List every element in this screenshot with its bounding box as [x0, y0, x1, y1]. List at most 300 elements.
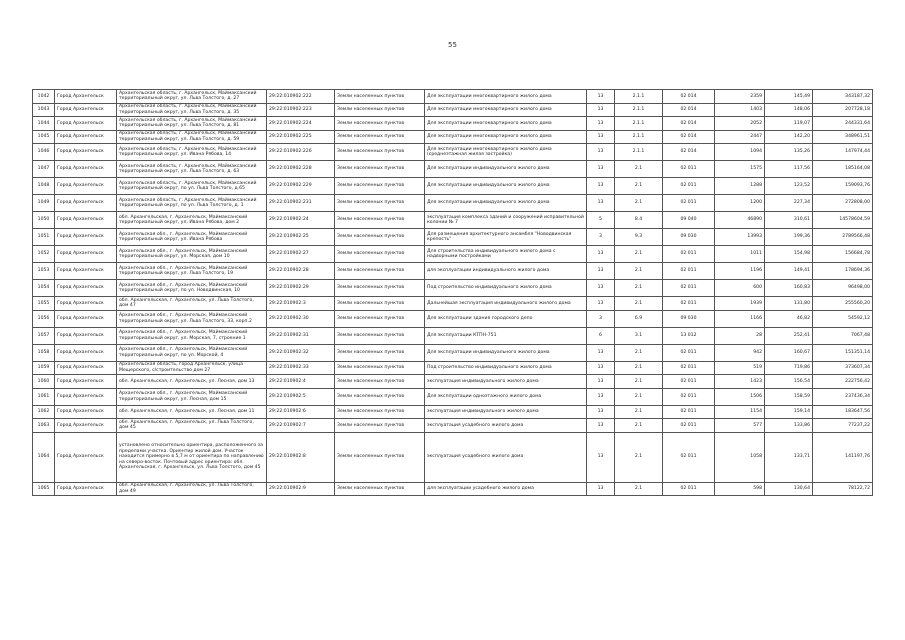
permitted-use-cell: эксплуатация усадебного жилого дома: [425, 432, 587, 482]
land-category-cell: Земли населенных пунктов: [335, 178, 425, 195]
row-number-cell: 1050: [33, 212, 55, 229]
use-code-cell: 2.1: [615, 432, 663, 482]
land-category-cell: Земли населенных пунктов: [335, 229, 425, 246]
classifier-code-cell: 02 011: [663, 482, 715, 496]
land-category-cell: Земли населенных пунктов: [335, 212, 425, 229]
cadastral-value-cell: 343187,32: [813, 90, 873, 104]
address-cell: Архангельская область, г. Архангельск, Маймаксанский территориальный округ, ул. Льва Толстого, д. 27: [117, 90, 267, 104]
row-number-cell: 1059: [33, 361, 55, 375]
area-cell: 598: [715, 482, 765, 496]
permitted-use-cell: Для эксплуатации одноэтажного жилого дома: [425, 388, 587, 405]
row-number-cell: 1047: [33, 161, 55, 178]
cadastral-value-cell: 272808,00: [813, 195, 873, 212]
permitted-use-cell: Для эксплуатации индивидуального жилого дома: [425, 178, 587, 195]
use-code-cell: 2.1: [615, 375, 663, 389]
cadastral-number-cell: 29:22:010902:27: [267, 246, 335, 263]
table-row: [33, 195, 873, 212]
classifier-code-cell: 02 011: [663, 432, 715, 482]
address-cell: Архангельская область, г. Архангельск, Маймаксанский территориальный округ, ул. Льва Толстого, д. 35: [117, 103, 267, 117]
land-category-cell: Земли населенных пунктов: [335, 297, 425, 311]
city-cell: Город Архангельск: [55, 432, 117, 482]
address-cell: Архангельская область, г. Архангельск, Маймаксанский территориальный округ, ул. Ивана Рябова, 14: [117, 144, 267, 161]
area-cell: 2359: [715, 90, 765, 104]
table-row: [33, 229, 873, 246]
area-cell: 1011: [715, 246, 765, 263]
table-row: [33, 117, 873, 131]
row-number-cell: 1062: [33, 405, 55, 419]
land-category-cell: Земли населенных пунктов: [335, 361, 425, 375]
use-group-cell: 13: [587, 297, 615, 311]
area-cell: 2052: [715, 117, 765, 131]
use-group-cell: 13: [587, 419, 615, 433]
table-row: [33, 327, 873, 344]
city-cell: Город Архангельск: [55, 375, 117, 389]
use-group-cell: 13: [587, 130, 615, 144]
city-cell: Город Архангельск: [55, 419, 117, 433]
address-cell: Архангельская обл., г. Архангельск, Маймаксанский территориальный округ, ул. Морская, дом 10: [117, 246, 267, 263]
cadastral-number-cell: 29:22:010902:223: [267, 103, 335, 117]
city-cell: Город Архангельск: [55, 229, 117, 246]
cadastral-number-cell: 29:22:010902:3: [267, 297, 335, 311]
table-row: [33, 90, 873, 104]
specific-value-cell: 133,71: [765, 432, 813, 482]
row-number-cell: 1045: [33, 130, 55, 144]
permitted-use-cell: Для эксплуатации многоквартирного жилого дома (среднеэтажная жилая застройка): [425, 144, 587, 161]
cadastral-number-cell: 29:22:010902:31: [267, 327, 335, 344]
address-cell: Архангельская обл., г. Архангельск, Маймаксанский территориальный округ, по ул. Морской, 4: [117, 344, 267, 361]
row-number-cell: 1052: [33, 246, 55, 263]
cadastral-value-cell: 178694,36: [813, 263, 873, 280]
row-number-cell: 1051: [33, 229, 55, 246]
use-group-cell: 3: [587, 310, 615, 327]
land-category-cell: Земли населенных пунктов: [335, 195, 425, 212]
cadastral-number-cell: 29:22:010902:32: [267, 344, 335, 361]
classifier-code-cell: 02 011: [663, 263, 715, 280]
permitted-use-cell: для эксплуатации индивидуального жилого дома: [425, 263, 587, 280]
address-cell: обл. Архангельская, г. Архангельск, ул. Лесная, дом 13: [117, 375, 267, 389]
table-row: [33, 246, 873, 263]
address-cell: Архангельская область, город Архангельск, улица Мещерского, с/строительство дом 27: [117, 361, 267, 375]
use-group-cell: 13: [587, 178, 615, 195]
cadastral-number-cell: 29:22:010902:4: [267, 375, 335, 389]
row-number-cell: 1043: [33, 103, 55, 117]
address-cell: обл. Архангельская, г. Архангельск, ул. Лесная, дом 11: [117, 405, 267, 419]
address-cell: Архангельская обл., г. Архангельск, Маймаксанский территориальный округ, ул. Морская, 7, строение 1: [117, 327, 267, 344]
classifier-code-cell: 02 011: [663, 195, 715, 212]
permitted-use-cell: Для эксплуатации здания городского депо: [425, 310, 587, 327]
use-code-cell: 2.1: [615, 178, 663, 195]
permitted-use-cell: Для эксплуатации многоквартирного жилого дома: [425, 103, 587, 117]
row-number-cell: 1054: [33, 280, 55, 297]
table-row: [33, 263, 873, 280]
area-cell: 13993: [715, 229, 765, 246]
use-group-cell: 13: [587, 280, 615, 297]
permitted-use-cell: Для эксплуатации многоквартирного жилого дома: [425, 90, 587, 104]
city-cell: Город Архангельск: [55, 130, 117, 144]
cadastral-value-cell: 77237,22: [813, 419, 873, 433]
area-cell: 1575: [715, 161, 765, 178]
area-cell: 46890: [715, 212, 765, 229]
city-cell: Город Архангельск: [55, 361, 117, 375]
use-group-cell: 3: [587, 229, 615, 246]
use-code-cell: 2.1.1: [615, 144, 663, 161]
use-group-cell: 13: [587, 246, 615, 263]
city-cell: Город Архангельск: [55, 280, 117, 297]
use-code-cell: 2.1: [615, 482, 663, 496]
permitted-use-cell: Дальнейшая эксплуатация индивидуального жилого дома: [425, 297, 587, 311]
cadastral-value-cell: 147974,44: [813, 144, 873, 161]
classifier-code-cell: 02 011: [663, 297, 715, 311]
classifier-code-cell: 02 011: [663, 246, 715, 263]
address-cell: установлено относительно ориентира, расположенного за пределами участка. Ориентир жилой дом. Участок находится примерно в 5,7 м от ориентира по направлению на северо-восток. Почтовый адрес ориентира: обл. Архангельская, г. Архангельск, ул. Льва Толстого, дом 45: [117, 432, 267, 482]
row-number-cell: 1049: [33, 195, 55, 212]
classifier-code-cell: 02 014: [663, 103, 715, 117]
cadastral-value-cell: 255560,20: [813, 297, 873, 311]
cadastral-value-cell: 141197,76: [813, 432, 873, 482]
use-group-cell: 13: [587, 375, 615, 389]
use-code-cell: 2.1.1: [615, 103, 663, 117]
classifier-code-cell: 02 014: [663, 117, 715, 131]
row-number-cell: 1044: [33, 117, 55, 131]
area-cell: 1166: [715, 310, 765, 327]
land-category-cell: Земли населенных пунктов: [335, 130, 425, 144]
cadastral-number-cell: 29:22:010902:29: [267, 280, 335, 297]
city-cell: Город Архангельск: [55, 178, 117, 195]
use-group-cell: 13: [587, 161, 615, 178]
classifier-code-cell: 09 030: [663, 229, 715, 246]
land-category-cell: Земли населенных пунктов: [335, 144, 425, 161]
row-number-cell: 1063: [33, 419, 55, 433]
permitted-use-cell: для эксплуатации усадебного жилого дома: [425, 482, 587, 496]
cadastral-value-cell: 78122,72: [813, 482, 873, 496]
address-cell: Архангельская обл., г. Архангельск, Маймаксанский территориальный округ, ул. Льва Толстого, 33, корп.2: [117, 310, 267, 327]
page-number: 55: [448, 41, 457, 49]
cadastral-value-cell: 207728,18: [813, 103, 873, 117]
use-code-cell: 2.1: [615, 344, 663, 361]
specific-value-cell: 310,61: [765, 212, 813, 229]
row-number-cell: 1064: [33, 432, 55, 482]
address-cell: Архангельская область, г. Архангельск, Маймаксанский территориальный округ, ул. Льва Толстого, д. 63: [117, 161, 267, 178]
use-group-cell: 13: [587, 144, 615, 161]
cadastral-number-cell: 29:22:010902:28: [267, 263, 335, 280]
land-category-cell: Земли населенных пунктов: [335, 344, 425, 361]
row-number-cell: 1065: [33, 482, 55, 496]
permitted-use-cell: Для строительства индивидуального жилого дома с надворными постройками: [425, 246, 587, 263]
area-cell: 1288: [715, 178, 765, 195]
address-cell: Архангельская область, г. Архангельск, Маймаксанский территориальный округ, по ул. Льва Толстого, д.65: [117, 178, 267, 195]
table-row: [33, 405, 873, 419]
area-cell: 600: [715, 280, 765, 297]
classifier-code-cell: 13 012: [663, 327, 715, 344]
cadastral-value-cell: 244331,64: [813, 117, 873, 131]
cadastral-number-cell: 29:22:010902:7: [267, 419, 335, 433]
permitted-use-cell: Для эксплуатации индивидуального жилого дома: [425, 161, 587, 178]
use-group-cell: 13: [587, 90, 615, 104]
city-cell: Город Архангельск: [55, 388, 117, 405]
address-cell: Архангельская обл., г. Архангельск, Маймаксанский территориальный округ, ул. Льва Толстого, 19: [117, 263, 267, 280]
address-cell: Архангельская область, г. Архангельск, Маймаксанский территориальный округ, ул. Льва Толстого, д. 59: [117, 130, 267, 144]
address-cell: обл. Архангельская, г. Архангельск, ул. Льва Толстого, дом 49: [117, 482, 267, 496]
permitted-use-cell: Для эксплуатации индивидуального жилого дома: [425, 195, 587, 212]
row-number-cell: 1056: [33, 310, 55, 327]
area-cell: 28: [715, 327, 765, 344]
row-number-cell: 1061: [33, 388, 55, 405]
cadastral-number-cell: 29:22:010902:33: [267, 361, 335, 375]
city-cell: Город Архангельск: [55, 212, 117, 229]
land-category-cell: Земли населенных пунктов: [335, 310, 425, 327]
cadastral-number-cell: 29:22:010902:5: [267, 388, 335, 405]
city-cell: Город Архангельск: [55, 117, 117, 131]
address-cell: Архангельская обл., г. Архангельск, Маймаксанский территориальный округ, ул. Лесная, дом 15: [117, 388, 267, 405]
table-row: [33, 375, 873, 389]
table-row: [33, 212, 873, 229]
specific-value-cell: 148,06: [765, 103, 813, 117]
cadastral-number-cell: 29:22:010902:222: [267, 90, 335, 104]
use-code-cell: 2.1.1: [615, 90, 663, 104]
specific-value-cell: 142,20: [765, 130, 813, 144]
table-row: [33, 103, 873, 117]
land-category-cell: Земли населенных пунктов: [335, 263, 425, 280]
use-code-cell: 2.1: [615, 388, 663, 405]
area-cell: 1154: [715, 405, 765, 419]
specific-value-cell: 117,56: [765, 161, 813, 178]
permitted-use-cell: Для эксплуатации многоквартирного жилого дома: [425, 117, 587, 131]
land-category-cell: Земли населенных пунктов: [335, 388, 425, 405]
cadastral-number-cell: 29:22:010902:24: [267, 212, 335, 229]
cadastral-value-cell: 348961,51: [813, 130, 873, 144]
table-row: [33, 388, 873, 405]
classifier-code-cell: 02 011: [663, 419, 715, 433]
permitted-use-cell: Под строительство индивидуального жилого дома: [425, 280, 587, 297]
use-group-cell: 6: [587, 327, 615, 344]
row-number-cell: 1057: [33, 327, 55, 344]
permitted-use-cell: эксплуатация индивидуального жилого дома: [425, 405, 587, 419]
permitted-use-cell: Для эксплуатации КТПН-751: [425, 327, 587, 344]
city-cell: Город Архангельск: [55, 144, 117, 161]
use-group-cell: 13: [587, 361, 615, 375]
use-code-cell: 8.4: [615, 212, 663, 229]
cadastral-number-cell: 29:22:010902:224: [267, 117, 335, 131]
row-number-cell: 1058: [33, 344, 55, 361]
cadastral-value-cell: 156684,78: [813, 246, 873, 263]
classifier-code-cell: 02 011: [663, 161, 715, 178]
city-cell: Город Архангельск: [55, 327, 117, 344]
classifier-code-cell: 02 014: [663, 144, 715, 161]
row-number-cell: 1053: [33, 263, 55, 280]
use-code-cell: 2.1: [615, 361, 663, 375]
land-category-cell: Земли населенных пунктов: [335, 246, 425, 263]
use-code-cell: 9.3: [615, 229, 663, 246]
area-cell: 2447: [715, 130, 765, 144]
classifier-code-cell: 02 011: [663, 280, 715, 297]
specific-value-cell: 160,67: [765, 344, 813, 361]
classifier-code-cell: 02 011: [663, 405, 715, 419]
cadastral-number-cell: 29:22:010902:226: [267, 144, 335, 161]
land-category-cell: Земли населенных пунктов: [335, 161, 425, 178]
specific-value-cell: 133,86: [765, 419, 813, 433]
use-group-cell: 5: [587, 212, 615, 229]
use-group-cell: 13: [587, 195, 615, 212]
cadastral-value-cell: 185164,08: [813, 161, 873, 178]
use-code-cell: 2.1: [615, 263, 663, 280]
land-category-cell: Земли населенных пунктов: [335, 419, 425, 433]
specific-value-cell: 131,80: [765, 297, 813, 311]
city-cell: Город Архангельск: [55, 482, 117, 496]
specific-value-cell: 156,54: [765, 375, 813, 389]
classifier-code-cell: 02 014: [663, 130, 715, 144]
table-row: [33, 432, 873, 482]
specific-value-cell: 149,41: [765, 263, 813, 280]
specific-value-cell: 145,49: [765, 90, 813, 104]
city-cell: Город Архангельск: [55, 161, 117, 178]
address-cell: обл. Архангельская, г. Архангельск, Маймаксанский территориальный округ, ул. Ивана Рябова, дом 2: [117, 212, 267, 229]
table-row: [33, 297, 873, 311]
table-row: [33, 130, 873, 144]
use-code-cell: 2.1: [615, 195, 663, 212]
use-group-cell: 13: [587, 344, 615, 361]
use-code-cell: 2.1: [615, 419, 663, 433]
classifier-code-cell: 09 040: [663, 212, 715, 229]
land-category-cell: Земли населенных пунктов: [335, 432, 425, 482]
use-code-cell: 2.1.1: [615, 117, 663, 131]
cadastral-value-cell: 183647,56: [813, 405, 873, 419]
area-cell: 1423: [715, 375, 765, 389]
area-cell: 577: [715, 419, 765, 433]
classifier-code-cell: 02 011: [663, 361, 715, 375]
table-row: [33, 344, 873, 361]
table-body: [33, 90, 873, 496]
cadastral-value-cell: 14578604,59: [813, 212, 873, 229]
permitted-use-cell: Для размещения архитектурного ансамбля "Новодвинская крепость": [425, 229, 587, 246]
land-category-cell: Земли населенных пунктов: [335, 103, 425, 117]
area-cell: 942: [715, 344, 765, 361]
land-category-cell: Земли населенных пунктов: [335, 90, 425, 104]
address-cell: Архангельская область, г. Архангельск, Маймаксанский территориальный округ, по ул. Льва Толстого, д. 1: [117, 195, 267, 212]
specific-value-cell: 252,41: [765, 327, 813, 344]
cadastral-number-cell: 29:22:010902:9: [267, 482, 335, 496]
use-code-cell: 6.9: [615, 310, 663, 327]
address-cell: Архангельская обл., г. Архангельск, Маймаксанский территориальный округ, ул. Ивана Рябова: [117, 229, 267, 246]
city-cell: Город Архангельск: [55, 263, 117, 280]
permitted-use-cell: эксплуатация комплекса зданий и сооружений исправительной колонии № 7: [425, 212, 587, 229]
cadastral-number-cell: 29:22:010902:229: [267, 178, 335, 195]
table-row: [33, 419, 873, 433]
specific-value-cell: 159,14: [765, 405, 813, 419]
classifier-code-cell: 02 011: [663, 344, 715, 361]
land-category-cell: Земли населенных пунктов: [335, 482, 425, 496]
specific-value-cell: 46,82: [765, 310, 813, 327]
area-cell: 1196: [715, 263, 765, 280]
address-cell: Архангельская область, г. Архангельск, Маймаксанский территориальный округ, ул. Льва Толстого, д. 81: [117, 117, 267, 131]
use-code-cell: 2.1: [615, 246, 663, 263]
use-group-cell: 13: [587, 388, 615, 405]
cadastral-registry-table: [32, 89, 873, 496]
cadastral-number-cell: 29:22:010902:25: [267, 229, 335, 246]
area-cell: 1403: [715, 103, 765, 117]
cadastral-value-cell: 7067,48: [813, 327, 873, 344]
cadastral-number-cell: 29:22:010902:8: [267, 432, 335, 482]
use-code-cell: 2.1.1: [615, 130, 663, 144]
cadastral-value-cell: 151351,14: [813, 344, 873, 361]
permitted-use-cell: эксплуатация усадебного жилого дома: [425, 419, 587, 433]
cadastral-number-cell: 29:22:010902:228: [267, 161, 335, 178]
classifier-code-cell: 02 014: [663, 90, 715, 104]
specific-value-cell: 160,83: [765, 280, 813, 297]
city-cell: Город Архангельск: [55, 90, 117, 104]
use-group-cell: 13: [587, 405, 615, 419]
use-code-cell: 2.1: [615, 161, 663, 178]
use-group-cell: 13: [587, 263, 615, 280]
cadastral-value-cell: 159093,76: [813, 178, 873, 195]
classifier-code-cell: 02 011: [663, 388, 715, 405]
cadastral-value-cell: 2789566,48: [813, 229, 873, 246]
table-row: [33, 280, 873, 297]
table-row: [33, 482, 873, 496]
permitted-use-cell: Для эксплуатации индивидуального жилого дома: [425, 344, 587, 361]
area-cell: 519: [715, 361, 765, 375]
specific-value-cell: 199,36: [765, 229, 813, 246]
use-code-cell: 2.1: [615, 280, 663, 297]
city-cell: Город Архангельск: [55, 405, 117, 419]
use-code-cell: 2.1: [615, 405, 663, 419]
row-number-cell: 1060: [33, 375, 55, 389]
cadastral-number-cell: 29:22:010902:30: [267, 310, 335, 327]
area-cell: 1506: [715, 388, 765, 405]
permitted-use-cell: Под строительство индивидуального жилого дома: [425, 361, 587, 375]
area-cell: 1058: [715, 432, 765, 482]
use-group-cell: 13: [587, 103, 615, 117]
cadastral-value-cell: 54592,12: [813, 310, 873, 327]
use-group-cell: 13: [587, 432, 615, 482]
city-cell: Город Архангельск: [55, 246, 117, 263]
land-category-cell: Земли населенных пунктов: [335, 117, 425, 131]
table-row: [33, 161, 873, 178]
cadastral-value-cell: 237436,34: [813, 388, 873, 405]
area-cell: 1094: [715, 144, 765, 161]
area-cell: 1939: [715, 297, 765, 311]
classifier-code-cell: 02 011: [663, 178, 715, 195]
city-cell: Город Архангельск: [55, 195, 117, 212]
table-row: [33, 178, 873, 195]
use-code-cell: 3.1: [615, 327, 663, 344]
cadastral-value-cell: 222756,42: [813, 375, 873, 389]
address-cell: Архангельская обл., г. Архангельск, Маймаксанский территориальный округ, по ул. Новодвинская, 10: [117, 280, 267, 297]
use-code-cell: 2.1: [615, 297, 663, 311]
cadastral-number-cell: 29:22:010902:225: [267, 130, 335, 144]
specific-value-cell: 123,52: [765, 178, 813, 195]
area-cell: 1200: [715, 195, 765, 212]
row-number-cell: 1046: [33, 144, 55, 161]
row-number-cell: 1055: [33, 297, 55, 311]
specific-value-cell: 130,64: [765, 482, 813, 496]
table-row: [33, 310, 873, 327]
permitted-use-cell: Для эксплуатации многоквартирного жилого дома: [425, 130, 587, 144]
cadastral-value-cell: 373607,34: [813, 361, 873, 375]
address-cell: обл. Архангельская, г. Архангельск, ул. Льва Толстого, дом 47: [117, 297, 267, 311]
specific-value-cell: 135,26: [765, 144, 813, 161]
classifier-code-cell: 09 030: [663, 310, 715, 327]
row-number-cell: 1042: [33, 90, 55, 104]
specific-value-cell: 119,07: [765, 117, 813, 131]
permitted-use-cell: эксплуатация индивидуального жилого дома: [425, 375, 587, 389]
specific-value-cell: 227,34: [765, 195, 813, 212]
cadastral-value-cell: 96498,00: [813, 280, 873, 297]
land-category-cell: Земли населенных пунктов: [335, 280, 425, 297]
city-cell: Город Архангельск: [55, 344, 117, 361]
address-cell: обл. Архангельская, г. Архангельск, ул. Льва Толстого, дом 45: [117, 419, 267, 433]
use-group-cell: 13: [587, 117, 615, 131]
cadastral-number-cell: 29:22:010902:6: [267, 405, 335, 419]
